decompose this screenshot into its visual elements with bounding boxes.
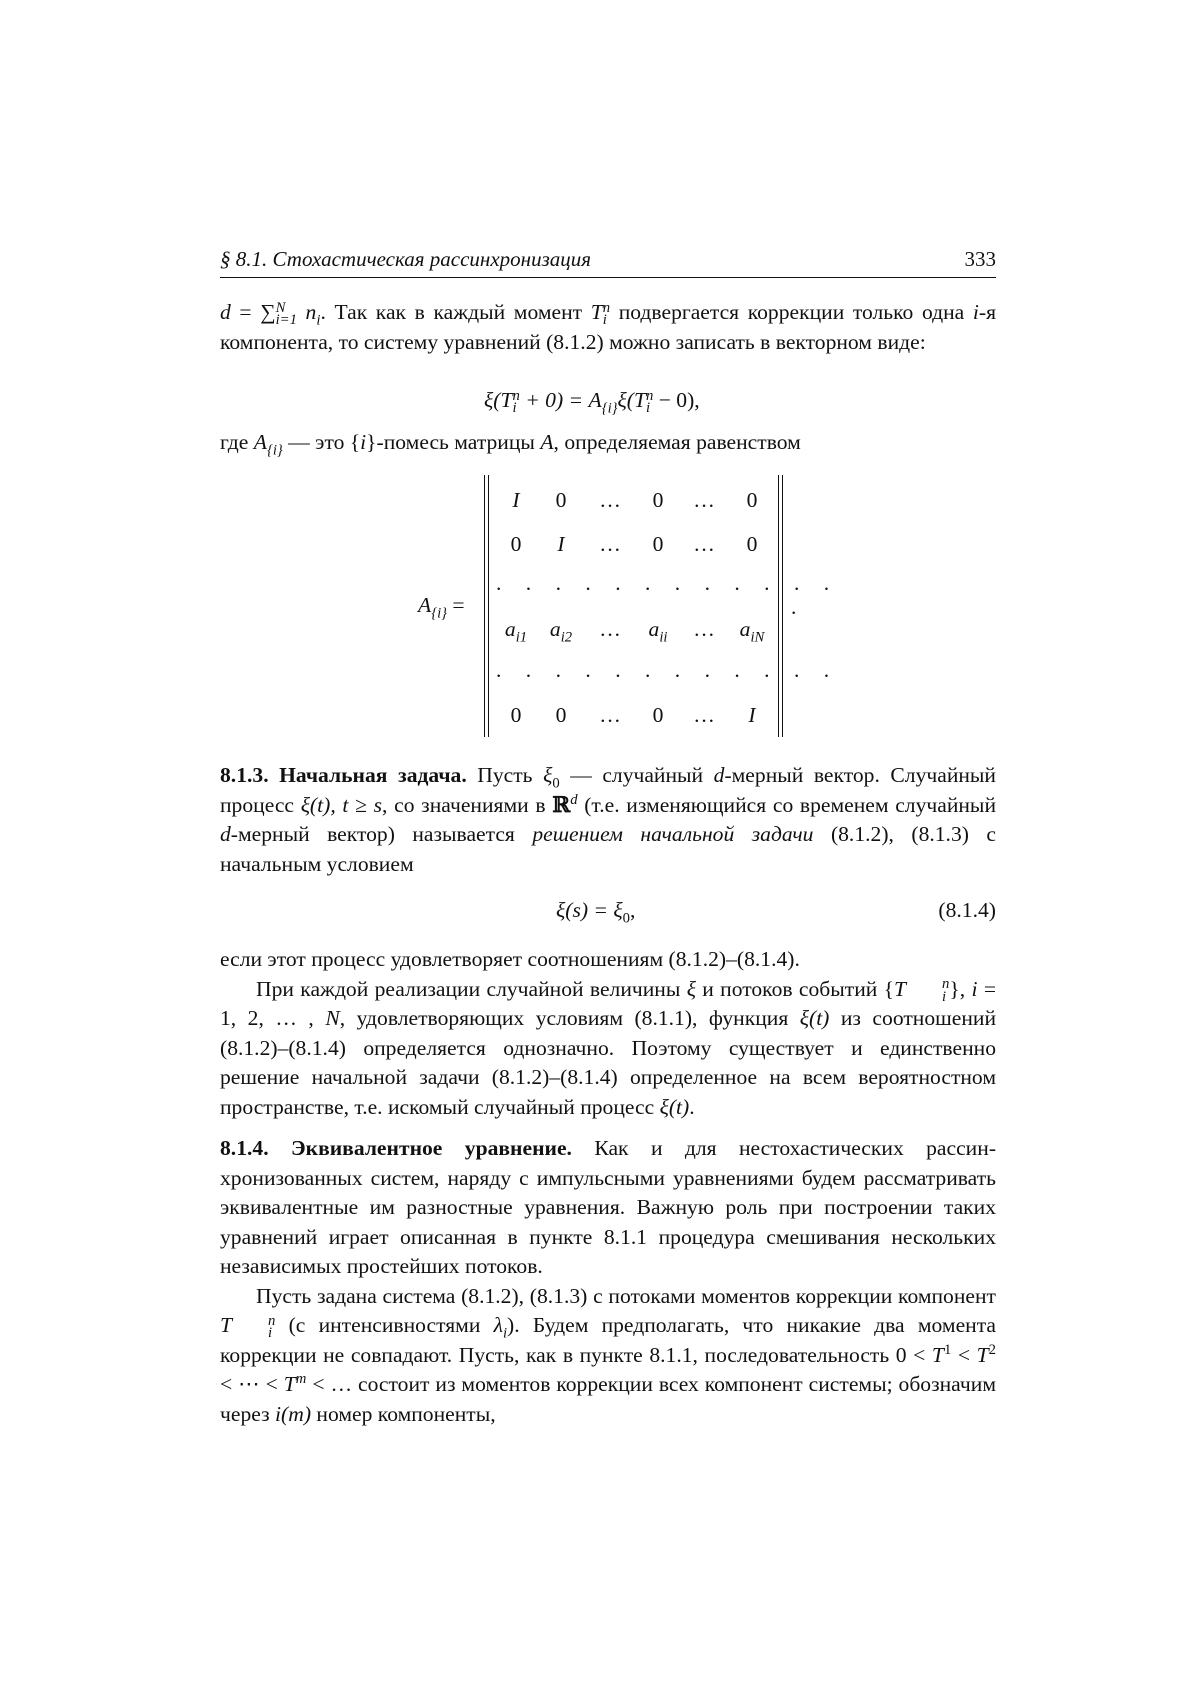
matrix-cell: … [599,703,621,727]
T-indices [602,299,611,329]
math-part: + 0) = A [519,388,602,412]
equation-number: (8.1.4) [938,898,996,922]
matrix-row-i [496,617,778,647]
math-sup: m [295,1370,307,1387]
matrix-cell: 0 [746,532,758,556]
matrix-cell-sub: i2 [560,629,573,646]
math-sup: 2 [988,1341,996,1358]
text-run: Как и для нестохастических рассинхронизованных систем, наряду с импульсными уравнениями будем рассматривать эквивалентные им разностные уравнения. Важную роль при построении таких уравнений играет описанная в пункте 8.1.1 процедура смешивания нескольких независимых простейших потоков. [220,1136,997,1278]
text-run: < … состоит из моментов коррекции всех компонент системы; обозначим через [220,1372,996,1426]
paragraph-text [220,1282,996,1430]
matrix-cell: … [599,488,621,512]
matrix-cell: a [739,617,751,641]
paragraph-text [220,298,996,357]
matrix-cell: 0 [510,703,522,727]
text-run: и потоков событий { [695,976,895,1001]
text-run: (с интенсивностями [275,1313,494,1337]
matrix-left-norm-bar [484,475,489,737]
math-sum: = ∑ [230,300,276,324]
matrix-cell: 0 [652,703,664,727]
T-sup: n [602,299,611,316]
matrix-label [418,593,465,622]
math-xi-s: ξ(s) = ξ [556,898,623,922]
T-sub: i [268,1325,273,1342]
T-sub: i [942,988,947,1005]
math-N: N [325,1006,340,1030]
text-run: . Так как в каждый момент [320,300,591,324]
math-sub: 0 [622,910,630,927]
math-s: s [373,792,383,817]
matrix-cell-sub: i1 [515,629,528,646]
text-run: (8.1.2), (8.1.3) с начальным условием [220,822,996,876]
text-run: При каждой реализации случайной величины [256,976,687,1001]
math-eq: = [447,593,465,617]
T-sub: i [645,400,651,417]
T-indices [512,387,520,417]
math-sub: {i} [601,400,618,417]
matrix-cell-sub: iN [750,629,765,646]
matrix-cell: 0 [555,703,567,727]
formula-initial-condition [220,898,996,928]
paragraph-text [220,975,996,1123]
math-xi-t: ξ(t) [799,1006,830,1030]
text-run: номер компоненты, [311,1401,496,1426]
T-sup: n [645,387,654,404]
math-d: d [713,763,725,787]
text-run: = 1, 2, … , [220,976,997,1030]
T-sub: i [512,400,517,417]
math-i: i [971,976,978,1001]
math-T: T [220,1313,233,1337]
text-run: Пусть [466,763,544,787]
matrix-cell: … [693,532,715,556]
math-d: d [220,300,231,324]
T-sup: n [942,976,950,993]
matrix-cell: 0 [652,532,664,556]
sum-limits [275,299,297,329]
T-indices [906,976,950,1005]
math-sub: {i} [431,605,448,622]
running-header [220,247,996,278]
text-run: < [951,1342,977,1367]
matrix-cell: … [599,532,621,556]
matrix-cell: … [599,617,621,641]
matrix-cell: … [693,488,715,512]
matrix-cell: I [512,488,520,512]
matrix-period: . [791,595,797,619]
T-sub: i [602,312,607,329]
math-xi: ξ [543,763,553,787]
sum-upper: N [275,299,286,316]
emphasized-term: решением начальной задачи [532,822,814,846]
sum-lower: i=1 [275,312,297,329]
text-run: , со значениями в [382,792,553,817]
math-T: T [283,1372,296,1396]
math-sub: {i} [266,442,283,459]
paragraph-uniqueness [220,945,996,1122]
math-i: i [972,300,979,324]
paragraph-definition [220,428,996,458]
matrix-equation [400,475,840,745]
text-run: из соотношений (8.1.2)–(8.1.4) определяется однозначно. Поэтому существует и единственно решение начальной задачи (8.1.2)–(8.1.4) определенное на всем вероятностном пространстве, т.е. искомый случайный процесс [220,1006,996,1119]
section-equivalent-equation [220,1134,996,1429]
text-run: подвергается коррекции только одна [610,300,973,324]
T-indices [232,1312,276,1342]
text-run: < ⋯ < [220,1372,284,1396]
section-initial-problem [220,761,996,879]
math-sub: i [502,1325,508,1342]
math-T: T [590,300,603,324]
matrix-cell: a [648,617,660,641]
matrix-cell: 0 [652,488,664,512]
matrix-cell: … [693,703,715,727]
text-run: -мерный вектор) называется [230,822,533,846]
paragraph-text [220,1134,996,1282]
math-xi: ξ(T [617,388,646,412]
text-run: , определяемая равенством [553,430,801,454]
paragraph-intro [220,298,996,357]
math-i: i [360,430,367,454]
math-reals: ℝ [552,792,571,818]
text-run: }, [949,976,972,1001]
math-A: A [540,430,554,454]
math-sup: 1 [943,1341,952,1358]
math-xi-t: ξ(t) [659,1094,690,1119]
math-i-m: i(m) [275,1401,312,1426]
text-run: ≥ [348,792,374,817]
formula-body [556,898,636,927]
math-n: n [296,300,317,324]
T-sup: n [512,387,520,404]
math-sub: 0 [552,775,560,792]
text-run: -мерный вектор. Случайный процесс [220,763,996,817]
matrix-cell: 0 [746,488,758,512]
matrix-cell: a [504,617,516,641]
matrix-cell: I [557,532,565,556]
math-part: , [630,898,636,922]
math-n-sub: i [316,312,321,329]
T-sup: n [268,1312,276,1329]
paragraph-text [220,761,996,879]
math-T: T [976,1342,989,1367]
matrix-cell: … [693,617,715,641]
matrix-dots-row: . . . . . . . . . . . . [496,571,839,595]
subsection-heading: 8.1.3. Начальная задача. [220,763,467,787]
text-run: . [689,1094,695,1119]
matrix-cell: 0 [510,532,522,556]
text-run: Пусть задана система (8.1.2), (8.1.3) с потоками моментов коррекции компонент [256,1283,996,1308]
text-run: ). Будем предполагать, что никакие два момента коррекции не совпадают. Пусть, как в пункте 8.1.1, последовательность 0 < [220,1313,996,1367]
math-xi: ξ(T [484,388,513,412]
math-A: A [253,430,267,454]
formula-impulse [484,387,700,417]
math-xi: ξ [686,976,696,1001]
math-sup: d [570,791,578,808]
math-lambda: λ [493,1313,503,1337]
matrix-row-1 [496,488,778,518]
math-d: d [220,822,231,846]
matrix-row-2 [496,532,778,562]
matrix-dots-row: . . . . . . . . . . . . [496,658,839,682]
matrix-cell: I [748,703,756,727]
matrix-right-norm-bar [778,475,783,737]
math-T: T [894,976,907,1001]
text-run: -я компонента, то систему уравнений (8.1.2) можно записать в векторном виде: [220,300,997,354]
paragraph-text: если этот процесс удовлетворяет соотношениям (8.1.2)–(8.1.4). [220,947,800,971]
math-part: − 0), [653,388,700,412]
math-A: A [418,593,432,617]
subsection-heading: 8.1.4. Эквивалентное уравнение. [220,1136,572,1160]
matrix-row-last [496,703,778,733]
paragraph-text [220,428,996,458]
matrix-cell: a [549,617,561,641]
matrix-cell: 0 [555,488,567,512]
page-number: 333 [964,247,996,271]
text-run: где [220,430,254,454]
section-title: § 8.1. Стохастическая рассинхронизация [220,247,592,271]
text-run: }-помесь матрицы [366,430,541,454]
text-run: — случайный [559,763,714,787]
text-run: — это { [282,430,361,454]
text-run: (т.е. изменяющийся со временем случайный [577,792,996,817]
text-run: , удовлетворяющих условиям (8.1.1), функция [339,1006,800,1030]
math-T: T [931,1342,944,1367]
matrix-cell-sub: ii [659,629,668,646]
math-xi-t: ξ(t), t [300,792,349,817]
